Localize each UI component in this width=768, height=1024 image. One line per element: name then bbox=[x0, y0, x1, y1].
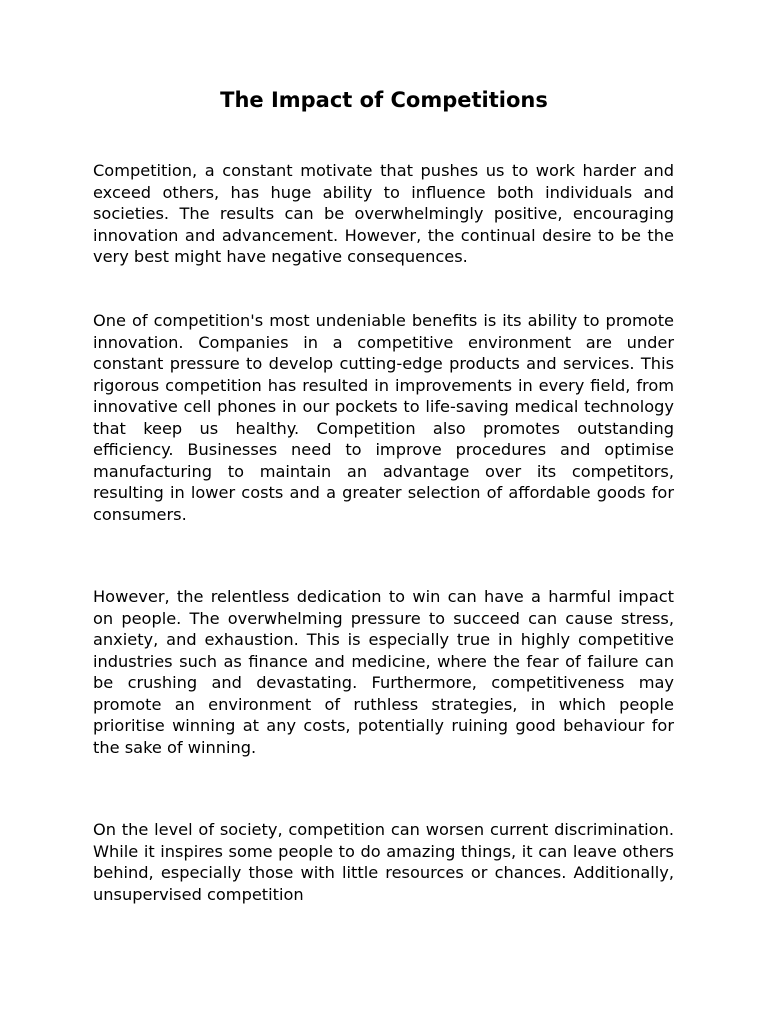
paragraph-2: One of competition's most undeniable benefits is its ability to promote innovation. Companies in a competitive environment are under constant pressure to develop cutting-edge products and services. This rigorous competition has resulted in improvements in every field, from innovative cell phones in our pockets to life-saving medical technology that keep us healthy. Competition also promotes outstanding efficiency. Businesses need to improve procedures and optimise manufacturing to maintain an advantage over its competitors, resulting in lower costs and a greater selection of affordable goods for consumers. bbox=[93, 311, 674, 524]
paragraph-3: However, the relentless dedication to win can have a harmful impact on people. The overwhelming pressure to succeed can cause stress, anxiety, and exhaustion. This is especially true in highly competitive industries such as finance and medicine, where the fear of failure can be crushing and devastating. Furthermore, competitiveness may promote an environment of ruthless strategies, in which people prioritise winning at any costs, potentially ruining good behaviour for the sake of winning. bbox=[93, 587, 674, 757]
document-title: The Impact of Competitions bbox=[220, 88, 548, 112]
paragraph-4: On the level of society, competition can worsen current discrimination. While it inspires some people to do amazing things, it can leave others behind, especially those with little resources or chances. Additionally, unsupervised competition bbox=[93, 820, 674, 904]
paragraph-1: Competition, a constant motivate that pushes us to work harder and exceed others, has huge ability to influence both individuals and societies. The results can be overwhelmingly positive, encouraging innovation and advancement. However, the continual desire to be the very best might have negative consequences. bbox=[93, 161, 674, 266]
